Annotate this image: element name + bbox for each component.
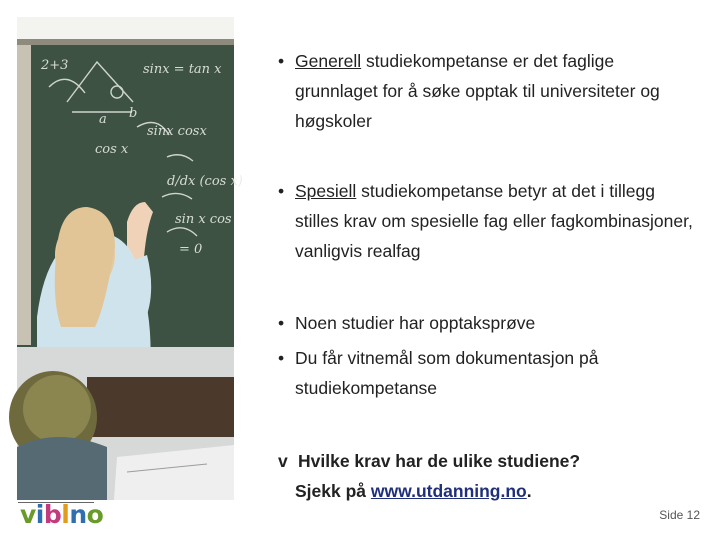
bullet-dot: •: [278, 181, 285, 201]
bullet-dot: •: [278, 348, 285, 368]
utdanning-link[interactable]: www.utdanning.no: [370, 481, 527, 501]
bullet-vitnemal: [278, 343, 698, 403]
question-suffix: .: [526, 481, 532, 501]
bullet-dot: •: [278, 51, 285, 71]
question-line2: [295, 476, 698, 506]
bullet-rest: studiekompetanse betyr at det i tillegg stilles krav om spesielle fag eller fagkombinasjoner, vanligvis realfag: [295, 181, 693, 261]
bullet-opptaksprove: [278, 308, 698, 338]
question-text: Hvilke krav har de ulike studiene?: [298, 451, 581, 471]
chalk-text: a: [99, 112, 107, 127]
bullet-text: Noen studier har opptaksprøve: [295, 313, 536, 333]
question-prefix: Sjekk på: [295, 481, 371, 501]
vilbo-logo: viblno: [20, 500, 104, 529]
bullet-spesiell: [278, 176, 698, 266]
chalk-text: b: [129, 106, 138, 121]
page-number: Side 12: [659, 508, 700, 522]
bullet-dot: •: [278, 313, 285, 333]
bullet-lead: Generell: [295, 51, 362, 71]
arrow-bullet-icon: v: [278, 451, 288, 471]
bullet-rest: studiekompetanse er det faglige grunnlaget for å søke opptak til universiteter og høgskoler: [295, 51, 660, 131]
bullet-text: Du får vitnemål som dokumentasjon på studiekompetanse: [295, 348, 599, 398]
bullet-generell: [278, 46, 698, 136]
chalk-text: sinx = tan x: [143, 62, 222, 77]
bullet-text: [295, 176, 698, 266]
chalk-text: d/dx (cos x): [167, 174, 243, 189]
bullet-lead: Spesiell: [295, 181, 357, 201]
classroom-photo: [17, 17, 243, 500]
question-block: [278, 446, 698, 506]
chalk-text: sinx cosx: [147, 124, 207, 139]
chalk-text: cos x: [95, 142, 129, 157]
chalk-text: = 0: [179, 242, 203, 257]
chalk-text: 2+3: [41, 58, 69, 73]
chalk-text: sin x cos: [175, 212, 232, 227]
bullet-text: [295, 46, 698, 136]
